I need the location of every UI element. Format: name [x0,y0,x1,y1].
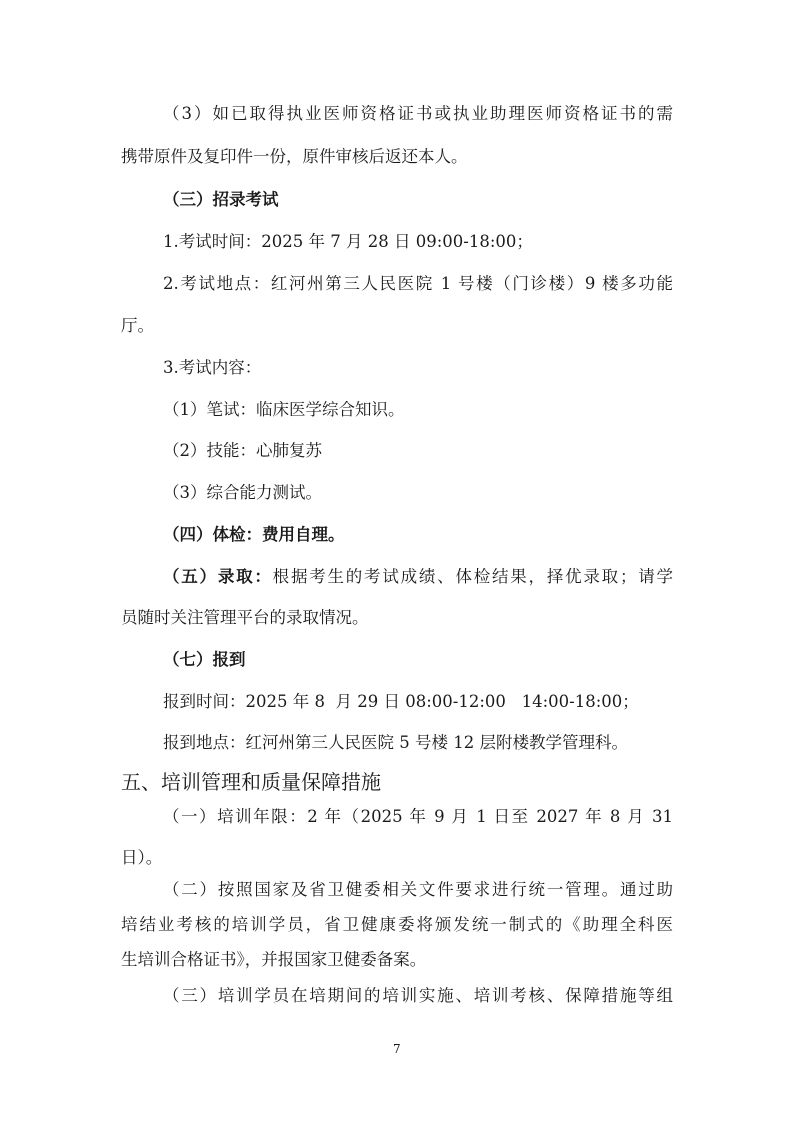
section-physical-exam: （四）体检：费用自理。 [163,525,345,544]
admission-line1 [163,565,673,589]
section-admission-title: （五）录取： [163,567,273,586]
exam-place-line2: 厅。 [121,316,154,335]
exam-content-label: 3.考试内容： [163,358,262,377]
admission-line2: 员随时关注管理平台的录取情况。 [121,608,369,627]
exam-item-ability: （3）综合能力测试。 [163,483,322,502]
chapter-title: 五、培训管理和质量保障措施 [121,770,381,794]
section-report-title: （七）报到 [163,650,246,669]
management-line2: 培结业考核的培训学员，省卫健康委将颁发统一制式的《助理全科医 [121,915,673,934]
training-duration-line2: 日）。 [121,848,163,867]
management-line1: （二）按照国家及省卫健委相关文件要求进行统一管理。通过助 [163,880,673,899]
paragraph-certificate-line2: 携带原件及复印件一份，原件审核后返还本人。 [121,147,468,166]
exam-item-written: （1）笔试：临床医学综合知识。 [163,400,405,419]
section-exam-title: （三）招录考试 [163,190,279,209]
admission-body: 根据考生的考试成绩、体检结果，择优录取；请学 [272,567,674,586]
training-duration-line1: （一）培训年限：2 年（2025 年 9 月 1 日至 2027 年 8 月 31 [163,807,673,826]
exam-time: 1.考试时间：2025 年 7 月 28 日 09:00-18:00； [163,232,533,251]
report-place: 报到地点：红河州第三人民医院 5 号楼 12 层附楼教学管理科。 [163,733,628,752]
training-implementation-line1: （三）培训学员在培期间的培训实施、培训考核、保障措施等组 [163,986,673,1005]
exam-item-skill: （2）技能：心肺复苏 [163,441,322,460]
management-line3: 生培训合格证书》，并报国家卫健委备案。 [121,950,427,969]
paragraph-certificate-line1: （3）如已取得执业医师资格证书或执业助理医师资格证书的需 [163,104,673,123]
report-time: 报到时间：2025 年 8 月 29 日 08:00-12:00 14:00-18:00； [163,692,639,711]
exam-place-line1: 2.考试地点：红河州第三人民医院 1 号楼（门诊楼）9 楼多功能 [163,274,673,293]
page-number: 7 [393,1042,401,1056]
